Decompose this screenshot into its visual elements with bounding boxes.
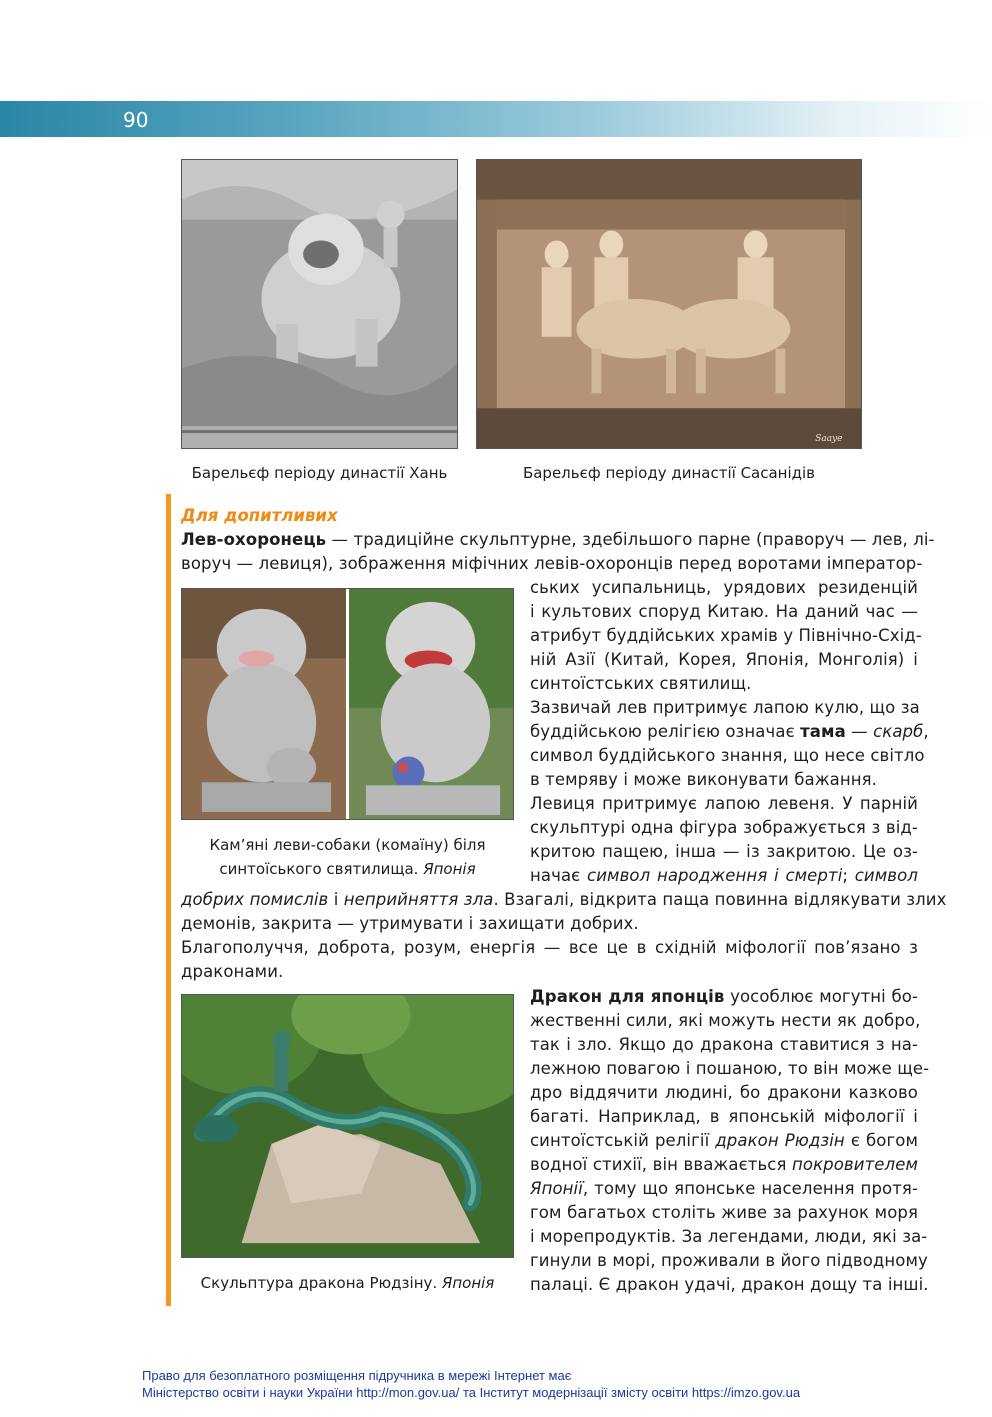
text-line: критою пащею, інша — із закритою. Це оз- <box>530 842 918 861</box>
text-line: синтоїстській релігії дракон Рюдзін є богом <box>530 1131 918 1150</box>
text-line: скульптурі одна фігура зображується з від- <box>530 818 918 837</box>
text-line: Японії, тому що японське населення протя- <box>530 1179 918 1198</box>
text-line: і культових споруд Китаю. На даний час — <box>530 602 918 621</box>
text-line: демонів, закрита — утримувати і захищати добрих. <box>181 914 639 933</box>
sasanid-relief-photo <box>476 159 862 449</box>
text-line: в темряву і може виконувати бажання. <box>530 770 878 789</box>
sasanid-watermark: Saaye <box>815 434 843 445</box>
text-line: буддійською релігією означає тама — скарб, <box>530 722 929 741</box>
footer-line-1: Право для безоплатного розміщення підручника в мережі Інтернет має <box>142 1368 572 1383</box>
text-line: лежною повагою і пошаною, то він може ще- <box>530 1059 930 1078</box>
text-line: дро віддячити людині, бо дракони казково <box>530 1083 918 1102</box>
text-line: добрих помислів і неприйняття зла. Взагалі, відкрита паща повинна відлякувати злих <box>181 890 947 909</box>
text-line: Дракон для японців уособлює могутні бо- <box>530 987 918 1006</box>
page-number: 90 <box>123 108 149 132</box>
text-line: так і зло. Якщо до дракона ставитися з на- <box>530 1035 918 1054</box>
text-line: ній Азії (Китай, Корея, Японія, Монголія) і <box>530 650 918 669</box>
han-relief-photo <box>181 159 458 449</box>
han-caption: Барельєф періоду династії Хань <box>191 464 448 482</box>
text-line: гом багатьох століть живе за рахунок моря <box>530 1203 918 1222</box>
text-line: воруч — левиця), зображення міфічних левів-охоронців перед воротами імператор- <box>181 554 923 573</box>
sasanid-caption: Барельєф періоду династії Сасанідів <box>522 464 816 482</box>
text-line: багаті. Наприклад, в японській міфології і <box>530 1107 918 1126</box>
header-band <box>0 101 992 137</box>
komainu-photo <box>181 588 514 820</box>
text-line: ських усипальниць, урядових резиденцій <box>530 578 918 597</box>
text-line: атрибут буддійських храмів у Північно-Схід- <box>530 626 922 645</box>
footer-line-2: Міністерство освіти і науки України http://mon.gov.ua/ та Інститут модернізації змісту освіти https://imzo.gov.ua <box>142 1385 801 1400</box>
box-title: Для допитливих <box>181 506 338 525</box>
text-line: Зазвичай лев притримує лапою кулю, що за <box>530 698 920 717</box>
text-line: начає символ народження і смерті; символ <box>530 866 918 885</box>
text-line: водної стихії, він вважається покровителем <box>530 1155 918 1174</box>
dragon-photo <box>181 994 514 1258</box>
text-line: символ буддійського знання, що несе світло <box>530 746 925 765</box>
komainu-caption: Кам’яні леви-собаки (комаїну) біля синтоїського святилища. Японія <box>209 836 486 878</box>
text-line: Лев-охоронець — традиційне скульптурне, здебільшого парне (праворуч — лев, лі- <box>181 530 935 549</box>
dragon-caption: Скульптура дракона Рюдзіну. Японія <box>200 1274 495 1292</box>
text-line: драконами. <box>181 962 284 981</box>
text-line: палаці. Є дракон удачі, дракон дощу та інші. <box>530 1275 929 1294</box>
text-line: Благополуччя, доброта, розум, енергія — все це в східній міфології пов’язано з <box>181 938 918 957</box>
text-line: гинули в морі, проживали в його підводному <box>530 1251 928 1270</box>
text-line: жественні сили, які можуть нести як добро, <box>530 1011 921 1030</box>
text-line: і морепродуктів. За легендами, люди, які за- <box>530 1227 928 1246</box>
text-line: синтоїстських святилищ. <box>530 674 752 693</box>
accent-bar <box>166 494 171 1306</box>
text-line: Левиця притримує лапою левеня. У парній <box>530 794 918 813</box>
